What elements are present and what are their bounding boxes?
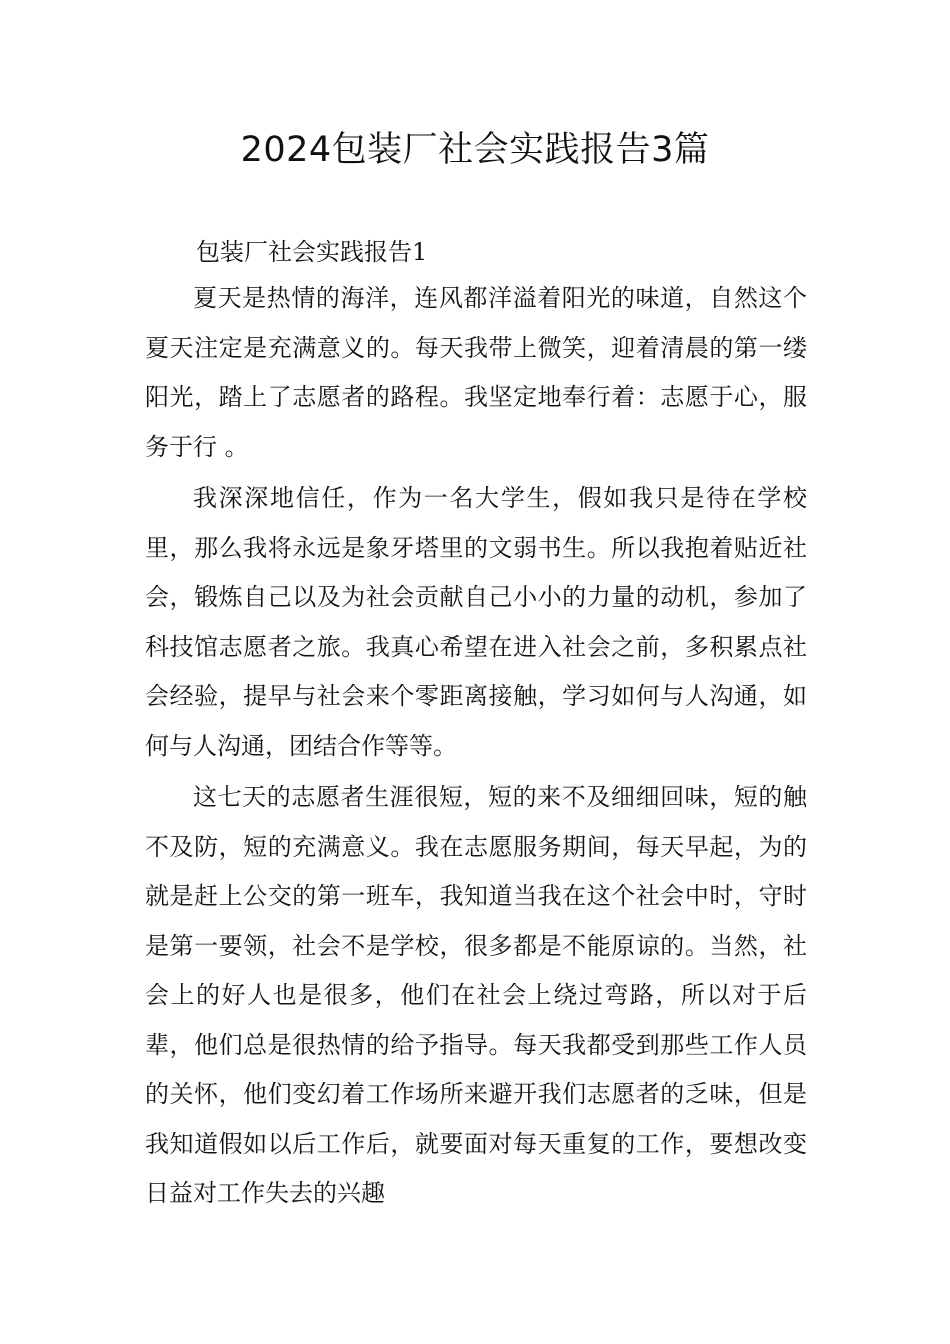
paragraph-1: 夏天是热情的海洋，连风都洋溢着阳光的味道，自然这个夏天注定是充满意义的。每天我带上微笑，迎着清晨的第一缕阳光，踏上了志愿者的路程。我坚定地奉行着：志愿于心，服务于行 。 [145, 284, 807, 461]
paragraph-2: 我深深地信任，作为一名大学生，假如我只是待在学校里，那么我将永远是象牙塔里的文弱书生。所以我抱着贴近社会，锻炼自己以及为社会贡献自己小小的力量的动机，参加了科技馆志愿者之旅。我真心希望在进入社会之前，多积累点社会经验，提早与社会来个零距离接触，学习如何与人沟通，如何与人沟通，团结合作等等。 [145, 484, 807, 760]
paragraph-3: 这七天的志愿者生涯很短，短的来不及细细回味，短的触不及防，短的充满意义。我在志愿服务期间，每天早起，为的就是赶上公交的第一班车，我知道当我在这个社会中时，守时是第一要领，社会不是学校，很多都是不能原谅的。当然，社会上的好人也是很多，他们在社会上绕过弯路，所以对于后辈，他们总是很热情的给予指导。每天我都受到那些工作人员的关怀，他们变幻着工作场所来避开我们志愿者的乏味，但是我知道假如以后工作后，就要面对每天重复的工作，要想改变日益对工作失去的兴趣 [145, 783, 807, 1207]
section-heading: 包装厂社会实践报告1 [196, 238, 428, 266]
document-body [145, 274, 807, 1221]
document-title: 2024包装厂社会实践报告3篇 [240, 130, 710, 170]
